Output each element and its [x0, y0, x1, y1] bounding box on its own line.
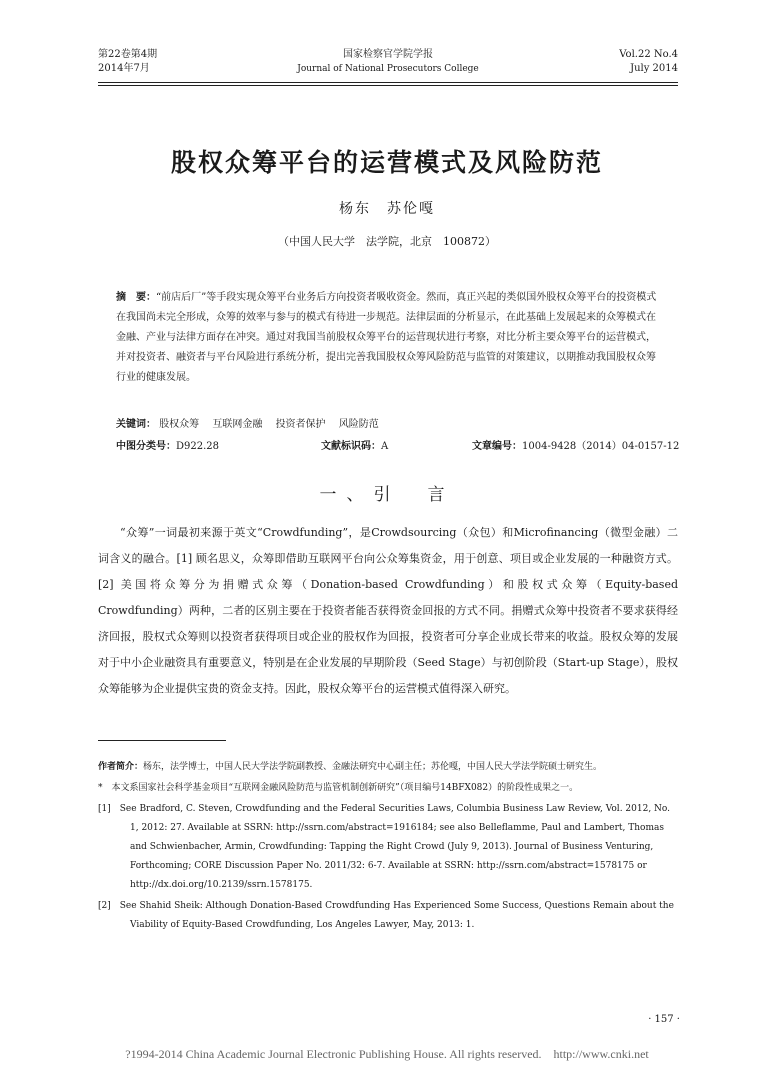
footnote-1	[98, 800, 678, 895]
header-date-en: July 2014	[630, 63, 678, 74]
clc-number	[116, 440, 219, 454]
running-header	[98, 48, 678, 82]
footnote-author	[98, 758, 678, 777]
article-value: 1004-9428（2014）04-0157-12	[522, 441, 680, 452]
header-journal	[98, 48, 678, 76]
footnote-funding	[98, 779, 678, 798]
header-rule-thin	[98, 85, 678, 86]
abstract-label: 摘 要：	[116, 292, 156, 303]
keyword: 互联网金融	[212, 419, 263, 430]
footnote-text: See Shahid Sheik: Although Donation-Based Crowdfunding Has Experienced Some Success, Questions Remain about the Viability of Equity-Based Crowdfunding, Los Angeles Lawyer, May, 2013: 1.	[119, 901, 674, 930]
body-paragraph: “众筹”一词最初来源于英文“Crowdfunding”，是Crowdsourcing（众包）和Microfinancing（微型金融）二词含义的融合。[1] 顾名思义，众筹即借助互联网平台向公众筹集资金，用于创意、项目或企业发展的一种融资方式。[2] 美国将众筹分为捐赠式众筹（Donation-based Crowdfunding）和股权式众筹（Equity-based Crowdfunding）两种，二者的区别主要在于投资者能否获得资金回报的方式不同。捐赠式众筹中投资者不要求获得经济回报，股权式众筹则以投资者获得项目或企业的股权作为回报，投资者可分享企业成长带来的收益。股权众筹的发展对于中小企业融资具有重要意义，特别是在企业发展的早期阶段（Seed Stage）与初创阶段（Start-up Stage），股权众筹能够为企业提供宝贵的资金支持。因此，股权众筹平台的运营模式值得深入研究。	[98, 526, 678, 695]
footnotes	[98, 758, 678, 937]
section-heading: 一、引 言	[319, 485, 455, 505]
footnote-text: 本文系国家社会科学基金项目“互联网金融风险防范与监管机制创新研究”（项目编号14BFX082）的阶段性成果之一。	[111, 783, 579, 793]
keyword: 股权众筹	[159, 419, 200, 430]
header-rule	[98, 82, 678, 83]
abstract-text: “前店后厂”等手段实现众筹平台业务后方向投资者吸收资金。然而，真正兴起的类似国外股权众筹平台的投资模式在我国尚未完全形成，众筹的效率与参与的模式有待进一步规范。法律层面的分析显示，在此基础上发展起来的众筹模式在金融、产业与法律方面存在冲突。通过对我国当前股权众筹平台的运营现状进行考察，对比分析主要众筹平台的运营模式，并对投资者、融资者与平台风险进行系统分析，提出完善我国股权众筹风险防范与监管的对策建议，以期推动我国股权众筹行业的健康发展。	[116, 292, 657, 383]
footnote-text: See Bradford, C. Steven, Crowdfunding and the Federal Securities Laws, Columbia Business Law Review, Vol. 2012, No. 1, 2012: 27. Available at SSRN: http://ssrn.com/abstract=1916184; see also Belleflamme, Paul and Lambert, Thomas and Schwienbacher, Armin, Crowdfunding: Tapping the Right Crowd (July 9, 2013). Journal of Business Venturing, Forthcoming; CORE Discussion Paper No. 2011/32: 6-7. Available at SSRN: http://ssrn.com/abstract=1578175 or http://dx.doi.org/10.2139/ssrn.1578175.	[119, 804, 671, 890]
page-number: · 157 ·	[648, 1014, 680, 1025]
paper-title: 股权众筹平台的运营模式及风险防范	[170, 148, 603, 177]
footnote-mark: 作者简介：	[98, 762, 144, 772]
header-date: 2014年7月	[98, 63, 150, 74]
header-issue-en	[619, 48, 678, 76]
header-volume: 第22卷第4期	[98, 49, 158, 60]
doc-value: A	[381, 441, 389, 452]
doc-label: 文献标识码：	[321, 441, 381, 452]
affiliation: （中国人民大学 法学院，北京 100872）	[278, 235, 496, 248]
keywords-label: 关键词：	[116, 419, 156, 430]
footnote-mark: [2]	[98, 901, 111, 911]
copyright-line: ?1994-2014 China Academic Journal Electronic Publishing House. All rights reserved. http://www.cnki.net	[125, 1047, 649, 1061]
header-volume-en: Vol.22 No.4	[619, 49, 678, 60]
document-code	[321, 440, 388, 454]
clc-label: 中图分类号：	[116, 441, 176, 452]
abstract	[116, 288, 662, 388]
footnote-mark: *	[98, 783, 103, 793]
footnote-text: 杨东，法学博士，中国人民大学法学院副教授、金融法研究中心副主任；苏伦嘎，中国人民大学法学院硕士研究生。	[143, 762, 603, 772]
footnote-2	[98, 897, 678, 935]
keywords	[116, 418, 662, 432]
authors: 杨东 苏伦嘎	[339, 201, 435, 217]
keyword: 投资者保护	[275, 419, 326, 430]
article-label: 文章编号：	[472, 441, 522, 452]
journal-name-en: Journal of National Prosecutors College	[297, 64, 479, 74]
keyword: 风险防范	[338, 419, 379, 430]
article-number	[472, 440, 679, 454]
journal-name-cn: 国家检察官学院学报	[343, 49, 433, 60]
footnote-rule	[98, 740, 226, 741]
clc-value: D922.28	[176, 441, 220, 452]
footnote-mark: [1]	[98, 804, 111, 814]
